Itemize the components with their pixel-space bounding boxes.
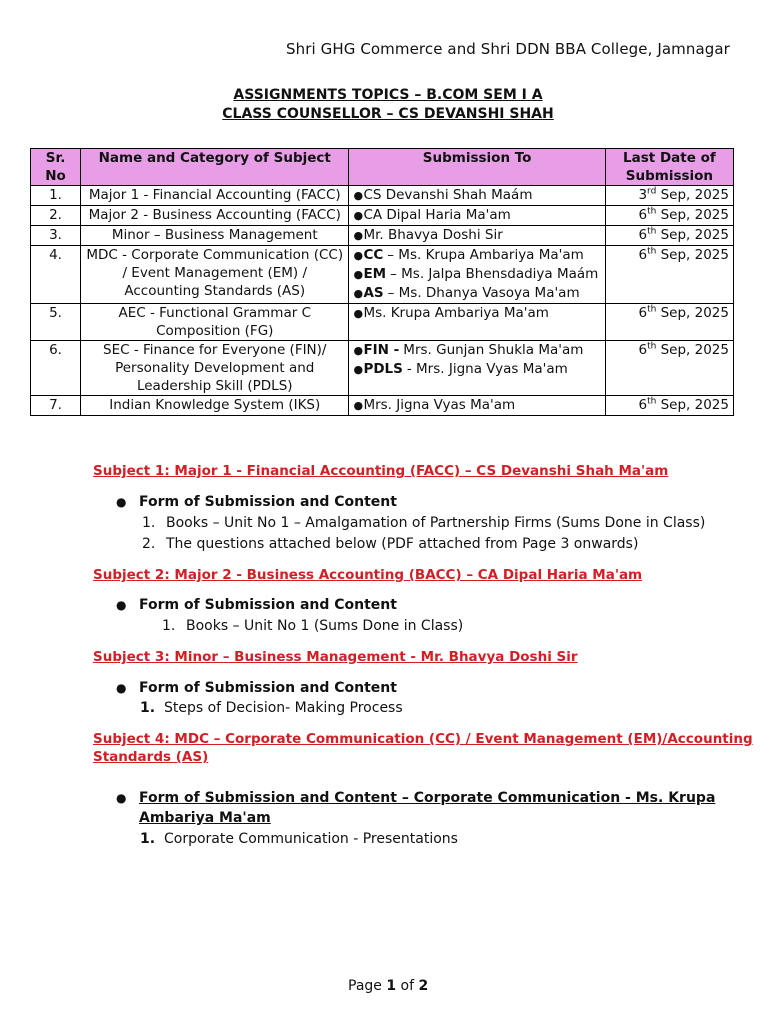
date-suffix: th	[647, 396, 657, 407]
item-text: The questions attached below (PDF attached from Page 3 onwards)	[166, 536, 639, 552]
bullet-icon: ●	[353, 249, 364, 262]
subject-2-form-heading	[116, 597, 397, 613]
document-title: ASSIGNMENTS TOPICS – B.COM SEM I A	[233, 87, 543, 103]
table-row	[31, 206, 734, 226]
submission-to-cell	[349, 186, 605, 206]
subject-4-form-heading	[116, 790, 715, 806]
bullet-icon: ●	[353, 344, 364, 357]
bullet-icon: ●	[116, 598, 127, 612]
date-rest: Sep, 2025	[656, 305, 729, 321]
item-number: 2.	[142, 536, 156, 552]
page-number	[348, 978, 428, 994]
class-counsellor-title: CLASS COUNSELLOR – CS DEVANSHI SHAH	[222, 106, 554, 122]
college-name: Shri GHG Commerce and Shri DDN BBA College, Jamnagar	[286, 40, 730, 58]
header-sr-no: Sr. No	[31, 149, 81, 186]
bullet-icon: ●	[353, 363, 364, 376]
submission-to-line	[353, 265, 600, 284]
subject-name-cell: Minor – Business Management	[81, 226, 349, 246]
item-text: Corporate Communication - Presentations	[164, 831, 458, 847]
submission-to-line	[353, 284, 600, 303]
subject-4-heading: Subject 4: MDC – Corporate Communication (CC) / Event Management (EM)/Accounting	[93, 731, 753, 747]
bullet-icon: ●	[353, 209, 364, 222]
date-day: 3	[638, 187, 648, 203]
submission-teacher: – Ms. Jalpa Bhensdadiya Maám	[390, 266, 599, 282]
submission-to-cell	[349, 226, 605, 246]
submission-teacher: Mr. Bhavya Doshi Sir	[363, 227, 503, 243]
date-suffix: th	[647, 304, 657, 315]
submission-to-line	[353, 226, 600, 245]
subject-name-cell: AEC - Functional Grammar C Composition (FG)	[81, 304, 349, 341]
subject-1-item	[142, 515, 705, 531]
page-total: 2	[418, 978, 429, 994]
subject-4-item	[140, 831, 458, 847]
date-rest: Sep, 2025	[656, 342, 729, 358]
submission-teacher: – Ms. Krupa Ambariya Ma'am	[387, 247, 584, 263]
bullet-icon: ●	[353, 189, 364, 202]
sr-no-cell: 3.	[31, 226, 81, 246]
header-submission-to: Submission To	[349, 149, 605, 186]
page-mid: of	[396, 978, 419, 994]
date-rest: Sep, 2025	[656, 247, 729, 263]
submission-teacher: CS Devanshi Shah Maám	[363, 187, 533, 203]
date-day: 6	[638, 305, 648, 321]
submission-tag: FIN -	[363, 342, 400, 358]
date-day: 6	[638, 207, 648, 223]
last-date-cell	[605, 304, 733, 341]
sr-no-cell: 4.	[31, 246, 81, 304]
submission-to-cell	[349, 246, 605, 304]
bullet-icon: ●	[353, 287, 364, 300]
item-number: 1.	[162, 618, 176, 634]
table-row	[31, 341, 734, 396]
subject-1-form-heading	[116, 494, 397, 510]
bullet-icon: ●	[353, 307, 364, 320]
bullet-icon: ●	[353, 229, 364, 242]
submission-to-line	[353, 246, 600, 265]
table-row	[31, 304, 734, 341]
item-number: 1.	[140, 700, 156, 716]
table-row	[31, 186, 734, 206]
sr-no-cell: 7.	[31, 396, 81, 416]
sr-no-cell: 2.	[31, 206, 81, 226]
last-date-cell	[605, 341, 733, 396]
last-date-cell	[605, 226, 733, 246]
date-suffix: th	[647, 246, 657, 257]
submission-tag: EM	[363, 266, 387, 282]
table-row	[31, 396, 734, 416]
last-date-cell	[605, 186, 733, 206]
subject-3-item	[140, 700, 403, 716]
subject-3-form-label: Form of Submission and Content	[139, 680, 397, 696]
subject-4-form-label: Form of Submission and Content – Corporate Communication - Ms. Krupa	[139, 790, 716, 806]
header-subject: Name and Category of Subject	[81, 149, 349, 186]
item-number: 1.	[140, 831, 156, 847]
submission-to-line	[353, 360, 600, 379]
last-date-cell	[605, 206, 733, 226]
date-suffix: th	[647, 226, 657, 237]
date-day: 6	[638, 247, 648, 263]
submission-teacher: - Mrs. Jigna Vyas Ma'am	[406, 361, 568, 377]
submission-to-line	[353, 341, 600, 360]
date-suffix: rd	[647, 186, 657, 197]
last-date-cell	[605, 396, 733, 416]
submission-teacher: Ms. Krupa Ambariya Ma'am	[363, 305, 549, 321]
date-suffix: th	[647, 341, 657, 352]
subject-4-heading-cont: Standards (AS)	[93, 749, 209, 765]
submission-to-cell	[349, 206, 605, 226]
date-rest: Sep, 2025	[656, 207, 729, 223]
table-row	[31, 226, 734, 246]
subject-2-heading: Subject 2: Major 2 - Business Accounting (BACC) – CA Dipal Haria Ma'am	[93, 567, 643, 583]
bullet-icon: ●	[116, 791, 127, 805]
item-text: Books – Unit No 1 – Amalgamation of Partnership Firms (Sums Done in Class)	[166, 515, 706, 531]
subject-1-form-label: Form of Submission and Content	[139, 494, 397, 510]
submission-to-cell	[349, 341, 605, 396]
subject-3-form-heading	[116, 680, 397, 696]
table-header-row	[31, 149, 734, 186]
subject-name-cell: SEC - Finance for Everyone (FIN)/ Personality Development and Leadership Skill (PDLS)	[81, 341, 349, 396]
subject-name-cell: Major 2 - Business Accounting (FACC)	[81, 206, 349, 226]
date-rest: Sep, 2025	[656, 397, 729, 413]
submission-tag: CC	[363, 247, 384, 263]
submission-teacher: Mrs. Gunjan Shukla Ma'am	[403, 342, 584, 358]
item-text: Steps of Decision- Making Process	[164, 700, 403, 716]
submission-tag: PDLS	[363, 361, 403, 377]
sr-no-cell: 6.	[31, 341, 81, 396]
submission-to-cell	[349, 304, 605, 341]
sr-no-cell: 1.	[31, 186, 81, 206]
item-text: Books – Unit No 1 (Sums Done in Class)	[186, 618, 464, 634]
submission-to-line	[353, 206, 600, 225]
submission-teacher: Mrs. Jigna Vyas Ma'am	[363, 397, 516, 413]
assignments-table	[30, 148, 734, 416]
subject-4-form-label-cont: Ambariya Ma'am	[139, 810, 271, 826]
header-last-date: Last Date of Submission	[605, 149, 733, 186]
bullet-icon: ●	[116, 681, 127, 695]
submission-to-line	[353, 396, 600, 415]
page-current: 1	[386, 978, 397, 994]
date-rest: Sep, 2025	[656, 187, 729, 203]
subject-name-cell: MDC - Corporate Communication (CC) / Event Management (EM) / Accounting Standards (AS)	[81, 246, 349, 304]
subject-2-form-label: Form of Submission and Content	[139, 597, 397, 613]
subject-2-item	[162, 618, 463, 634]
subject-1-heading: Subject 1: Major 1 - Financial Accounting (FACC) – CS Devanshi Shah Ma'am	[93, 463, 669, 479]
bullet-icon: ●	[353, 268, 364, 281]
date-day: 6	[638, 397, 648, 413]
table-row	[31, 246, 734, 304]
submission-to-line	[353, 304, 600, 323]
subject-name-cell: Indian Knowledge System (IKS)	[81, 396, 349, 416]
date-day: 6	[638, 227, 648, 243]
date-day: 6	[638, 342, 648, 358]
date-rest: Sep, 2025	[656, 227, 729, 243]
submission-to-cell	[349, 396, 605, 416]
submission-tag: AS	[363, 285, 384, 301]
page-prefix: Page	[348, 978, 387, 994]
bullet-icon: ●	[116, 495, 127, 509]
date-suffix: th	[647, 206, 657, 217]
submission-to-line	[353, 186, 600, 205]
submission-teacher: CA Dipal Haria Ma'am	[363, 207, 511, 223]
sr-no-cell: 5.	[31, 304, 81, 341]
subject-1-item	[142, 536, 638, 552]
item-number: 1.	[142, 515, 156, 531]
last-date-cell	[605, 246, 733, 304]
subject-name-cell: Major 1 - Financial Accounting (FACC)	[81, 186, 349, 206]
bullet-icon: ●	[353, 399, 364, 412]
subject-3-heading: Subject 3: Minor – Business Management - Mr. Bhavya Doshi Sir	[93, 649, 578, 665]
submission-teacher: – Ms. Dhanya Vasoya Ma'am	[387, 285, 580, 301]
